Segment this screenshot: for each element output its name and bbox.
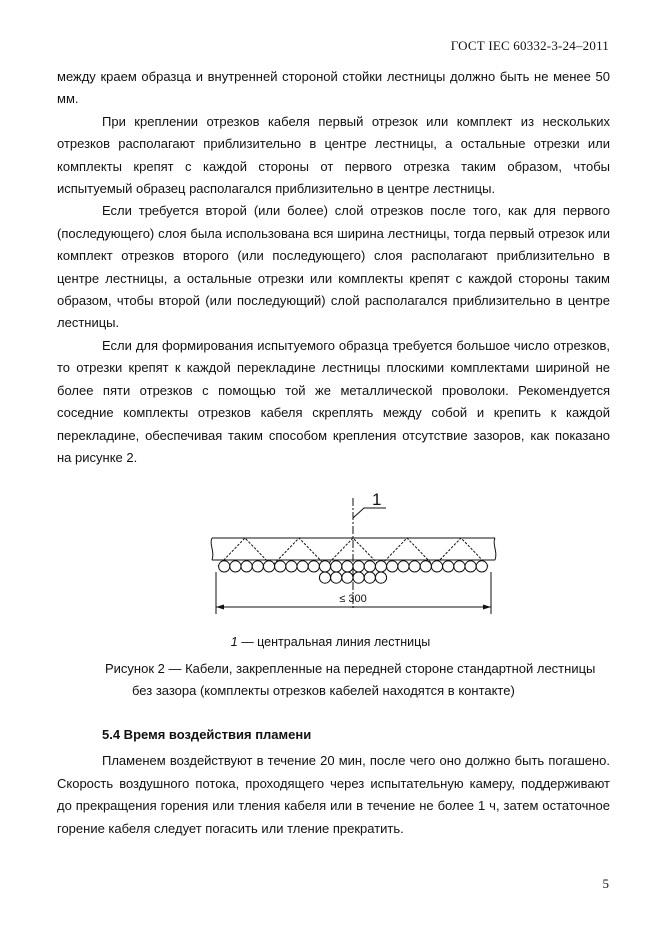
cable-layer-2 [342,572,353,583]
page-number: 5 [602,876,609,891]
cable-layer-1 [420,561,431,572]
callout-label: 1 [372,490,382,509]
cable-layer-1 [241,561,252,572]
cable-layer-1 [454,561,465,572]
cable-layer-1 [297,561,308,572]
cable-layer-1 [375,561,386,572]
paragraph: Если требуется второй (или более) слой отрезков после того, как для первого (последующего) слоя была использована вся ширина лестницы, тогда первый отрезок или комплект отрезков второго (или последующего) слоя располагают приблизительно в центре лестницы, а остальные отрезки или комплекты крепят с каждой стороны таким образом, чтобы второй (или последующий) слой располагался приблизительно в центре лестницы. [57,203,610,331]
section-heading: 5.4 Время воздействия пламени [102,727,312,742]
cable-layer-1 [263,561,274,572]
cable-layer-2 [375,572,386,583]
rung-right-break [494,538,496,560]
section-5-4 [57,724,610,840]
cable-layer-2 [331,572,342,583]
document-header: ГОСТ IEC 60332-3-24–2011 [450,38,609,53]
dimension-arrow-left [216,605,224,610]
key-text: — центральная линия лестницы [237,635,431,649]
cable-layer-2 [353,572,364,583]
cable-layer-1 [342,561,353,572]
cable-layer-1 [286,561,297,572]
section-paragraph: Пламенем воздействуют в течение 20 мин, после чего оно должно быть погашено. Скорость воздушного потока, проходящего через испытательную камеру, поддерживают до прекращения горения или тления кабеля или в течение не более 1 ч, затем остаточное горение кабеля следует погасить или тление прекратить. [57,753,610,836]
callout-leader [353,508,386,518]
cable-layer-1 [443,561,454,572]
dimension-label: ≤ 300 [339,593,367,605]
caption-line-2: без зазора (комплекты отрезков кабелей находятся в контакте) [132,683,515,699]
paragraph: При креплении отрезков кабеля первый отрезок или комплект из нескольких отрезков располагают приблизительно в центре лестницы, а остальные отрезки или комплекты крепят с каждой стороны от первого отрезка таким образом, чтобы испытуемый образец располагался приблизительно в центре лестницы. [57,113,610,197]
cable-layer-1 [252,561,263,572]
body-text [57,66,610,469]
cable-layer-1 [409,561,420,572]
cable-layer-1 [364,561,375,572]
cable-layer-1 [431,561,442,572]
cable-layer-1 [465,561,476,572]
cable-layer-1 [308,561,319,572]
cable-layer-1 [319,561,330,572]
cable-layer-1 [353,561,364,572]
cable-layer-2 [319,572,330,583]
figure-caption [105,658,620,703]
rung-left-break [211,538,213,560]
cable-layer-1 [275,561,286,572]
cable-layer-1 [387,561,398,572]
cable-layer-1 [331,561,342,572]
cable-layer-1 [476,561,487,572]
cable-layer-1 [398,561,409,572]
figure-ladder-cables [208,490,500,625]
caption-line-1: Рисунок 2 — Кабели, закрепленные на передней стороне стандартной лестницы [105,661,596,676]
paragraph-continuation: между краем образца и внутренней стороной стойки лестницы должно быть не менее 50 мм. [57,69,610,107]
cable-layer-2 [364,572,375,583]
paragraph: Если для формирования испытуемого образца требуется большое число отрезков, то отрезки крепят к каждой перекладине лестницы плоскими комплектами шириной не более пяти отрезков с помощью той же металлической проволоки. Рекомендуется соседние комплекты отрезков кабеля скреплять между собой и крепить к каждой перекладине, обеспечивая таким способом крепления отсутствие зазоров, как показано на рисунке 2. [57,337,610,465]
key-number: 1 [230,635,238,649]
dimension-arrow-right [483,605,491,610]
figure-key [0,635,661,649]
cable-layer-1 [219,561,230,572]
cable-layer-1 [230,561,241,572]
